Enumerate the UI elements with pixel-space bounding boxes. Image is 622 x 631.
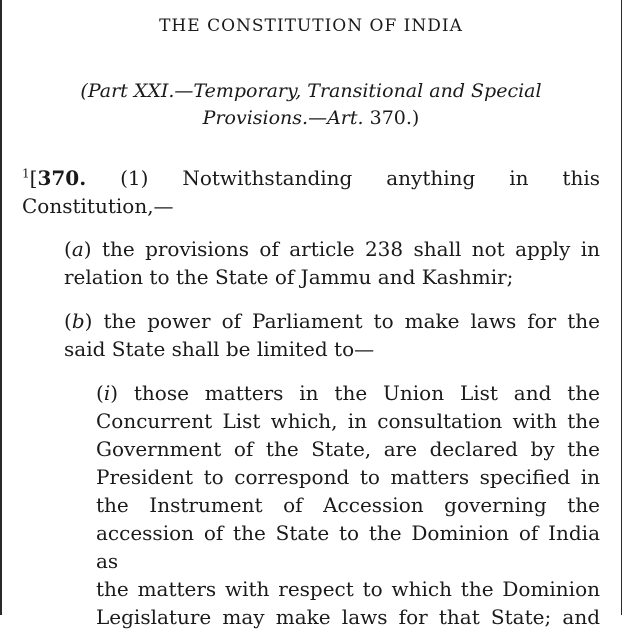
clause-a-text-1: the provisions of article 238 shall not apply in [101,237,600,261]
running-header: THE CONSTITUTION OF INDIA [159,16,463,36]
clause-b-line-2: said State shall be limited to— [64,337,375,361]
part-heading [0,78,622,132]
part-heading-provisions: Provisions.—Art. [202,107,364,129]
subclause-i-label: i [103,381,111,405]
subclause-i-line-8: Legislature may make laws for that State; and [96,605,600,629]
subclause-i-line-4: President to correspond to matters specified in [96,465,600,489]
clause-b-line-1: (b) the power of Parliament to make laws for the [64,309,600,333]
subclause-i [96,379,600,631]
part-heading-line-2 [0,105,622,132]
subclause-i-line-3: Government of the State, are declared by the [96,437,600,461]
opening-bracket: [ [29,166,38,190]
subclause-i-text-1: those matters in the Union List and the [133,381,600,405]
article-number: 370. [37,166,87,190]
subclause-i-line-7: the matters with respect to which the Dominion [96,577,600,601]
clause-a-label: a [71,237,84,261]
article-370-line-2: Constitution,— [22,194,174,218]
part-heading-line-1: (Part XXI.—Temporary, Transitional and Special [80,80,542,102]
clause-a-line-1: (a) the provisions of article 238 shall not apply in [64,237,600,261]
subclause-i-line-1: (i) those matters in the Union List and the [96,381,600,405]
clause-label: (1) [120,166,149,190]
article-opening-text: Notwithstanding anything in this [182,166,600,190]
subclause-i-line-2: Concurrent List which, in consultation with the [96,409,600,433]
article-370-opening [22,164,600,220]
footnote-marker: 1 [22,166,30,181]
clause-a-line-2: relation to the State of Jammu and Kashmir; [64,265,514,289]
part-heading-article-number: 370.) [369,107,420,129]
subclause-i-line-5: the Instrument of Accession governing the [96,493,600,517]
subclause-i-line-6: accession of the State to the Dominion of India as [96,521,600,573]
article-370-line-1 [22,164,600,192]
clause-a [64,235,600,291]
clause-b-label: b [71,309,85,333]
clause-b [64,307,600,363]
clause-b-text-1: the power of Parliament to make laws for the [103,309,600,333]
